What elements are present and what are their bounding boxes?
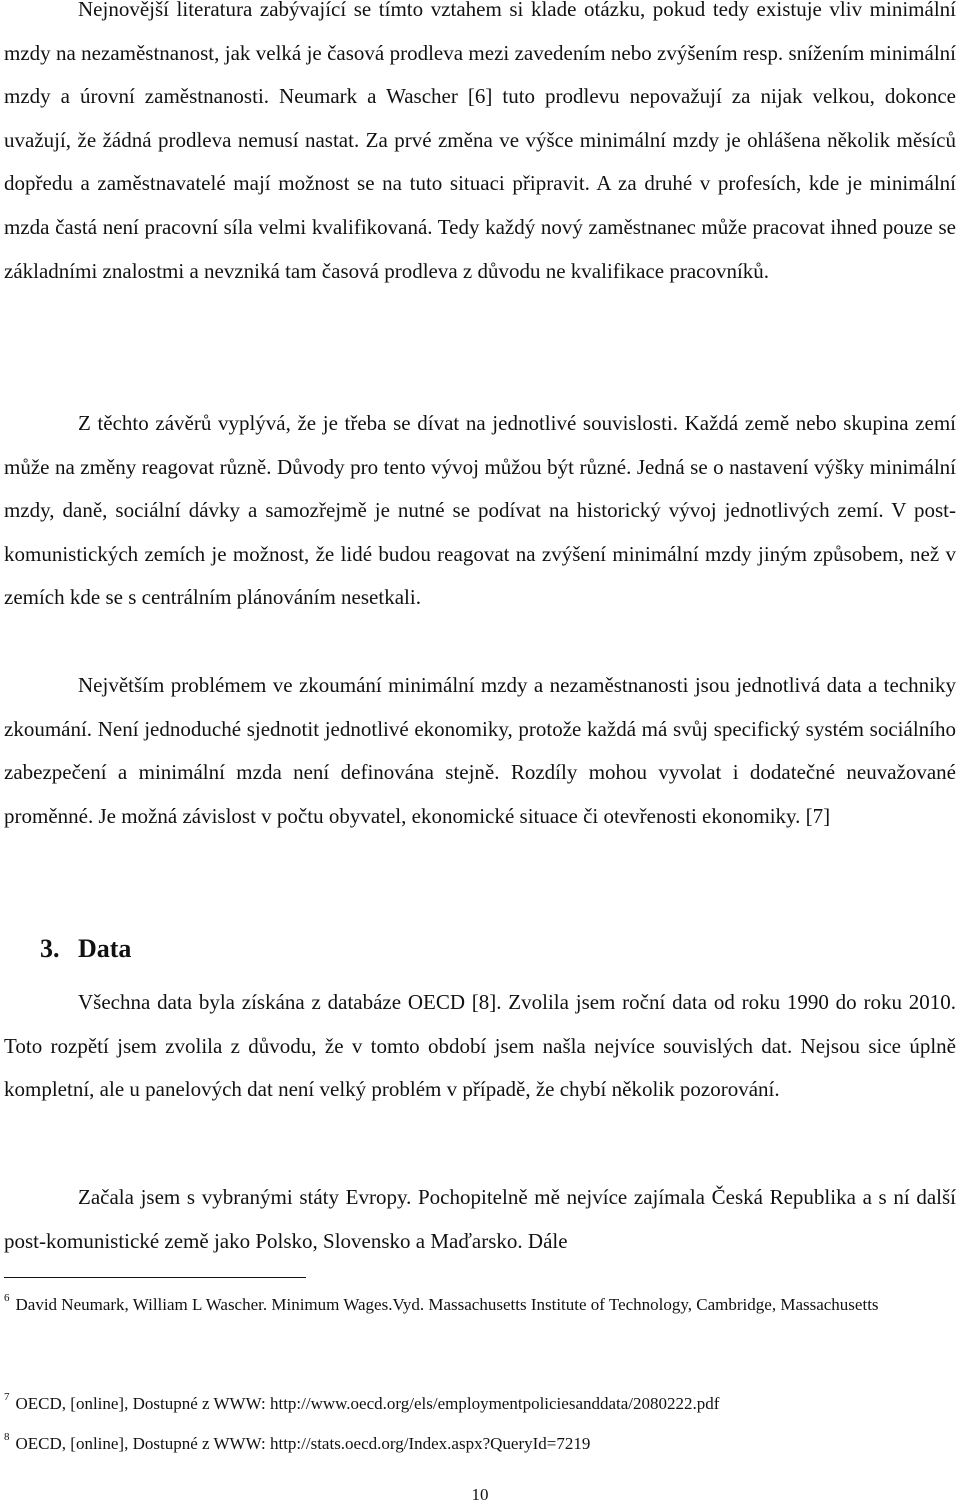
paragraph-data-problems: Největším problémem ve zkoumání minimální mzdy a nezaměstnanosti jsou jednotlivá data a techniky zkoumání. Není jednoduché sjednotit jednotlivé ekonomiky, protože každá má svůj specifický systém sociálního zabezpečení a minimální mzda není definována stejně. Rozdíly mohou vyvolat i dodatečné neuvažované proměnné. Je možná závislost v počtu obyvatel, ekonomické situace či otevřenosti ekonomiky. [7] — [4, 673, 956, 828]
footnote-text: OECD, [online], Dostupné z WWW: http://stats.oecd.org/Index.aspx?QueryId=7219 — [15, 1434, 591, 1453]
section-title: Data — [78, 934, 132, 963]
footnote-marker: 7 — [4, 1391, 10, 1403]
section-number: 3. — [40, 934, 60, 963]
footnote-marker: 8 — [4, 1431, 10, 1443]
paragraph-conclusions: Z těchto závěrů vyplývá, že je třeba se dívat na jednotlivé souvislosti. Každá země nebo skupina zemí může na změny reagovat různě. Důvody pro tento vývoj můžou být různé. Jedná se o nastavení výšky minimální mzdy, daně, sociální dávky a samozřejmě je nutné se podívat na historický vývoj jednotlivých zemí. V post-komunistických zemích je možnost, že lidé budou reagovat na zvýšení minimální mzdy jiným způsobem, než v zemích kde se s centrálním plánováním nesetkali. — [4, 411, 956, 610]
footnote — [4, 1425, 940, 1462]
footnote — [4, 1385, 940, 1422]
footnote-text: OECD, [online], Dostupné z WWW: http://www.oecd.org/els/employmentpoliciesanddata/2080222.pdf — [15, 1394, 720, 1413]
paragraph-data-source: Všechna data byla získána z databáze OECD [8]. Zvolila jsem roční data od roku 1990 do roku 2010. Toto rozpětí jsem zvolila z důvodu, že v tomto období jsem našla nejvíce souvislých dat. Nejsou sice úplně kompletní, ale u panelových dat není velký problém v případě, že chybí několik pozorování. — [4, 990, 956, 1102]
footnote-text: David Neumark, William L Wascher. Minimum Wages.Vyd. Massachusetts Institute of Technology, Cambridge, Massachusetts — [15, 1295, 879, 1314]
footnote — [4, 1286, 940, 1323]
page-number: 10 — [471, 1485, 489, 1504]
paragraph-literature: Nejnovější literatura zabývající se tímto vztahem si klade otázku, pokud tedy existuje vliv minimální mzdy na nezaměstnanost, jak velká je časová prodleva mezi zavedením nebo zvýšením resp. snížením minimální mzdy a úrovní zaměstnanosti. Neumark a Wascher [6] tuto prodlevu nepovažují za nijak velkou, dokonce uvažují, že žádná prodleva nemusí nastat. Za prvé změna ve výšce minimální mzdy je ohlášena několik měsíců dopředu a zaměstnavatelé mají možnost se na tuto situaci připravit. A za druhé v profesích, kde je minimální mzda častá není pracovní síla velmi kvalifikovaná. Tedy každý nový zaměstnanec může pracovat ihned pouze se základními znalostmi a nevzniká tam časová prodleva z důvodu ne kvalifikace pracovníků. — [4, 0, 956, 283]
section-heading — [40, 934, 131, 964]
paragraph-countries: Začala jsem s vybranými státy Evropy. Pochopitelně mě nejvíce zajímala Česká Republika a s ní další post-komunistické země jako Polsko, Slovensko a Maďarsko. Dále — [4, 1185, 956, 1253]
footnote-separator — [4, 1277, 306, 1278]
footnote-marker: 6 — [4, 1292, 10, 1304]
